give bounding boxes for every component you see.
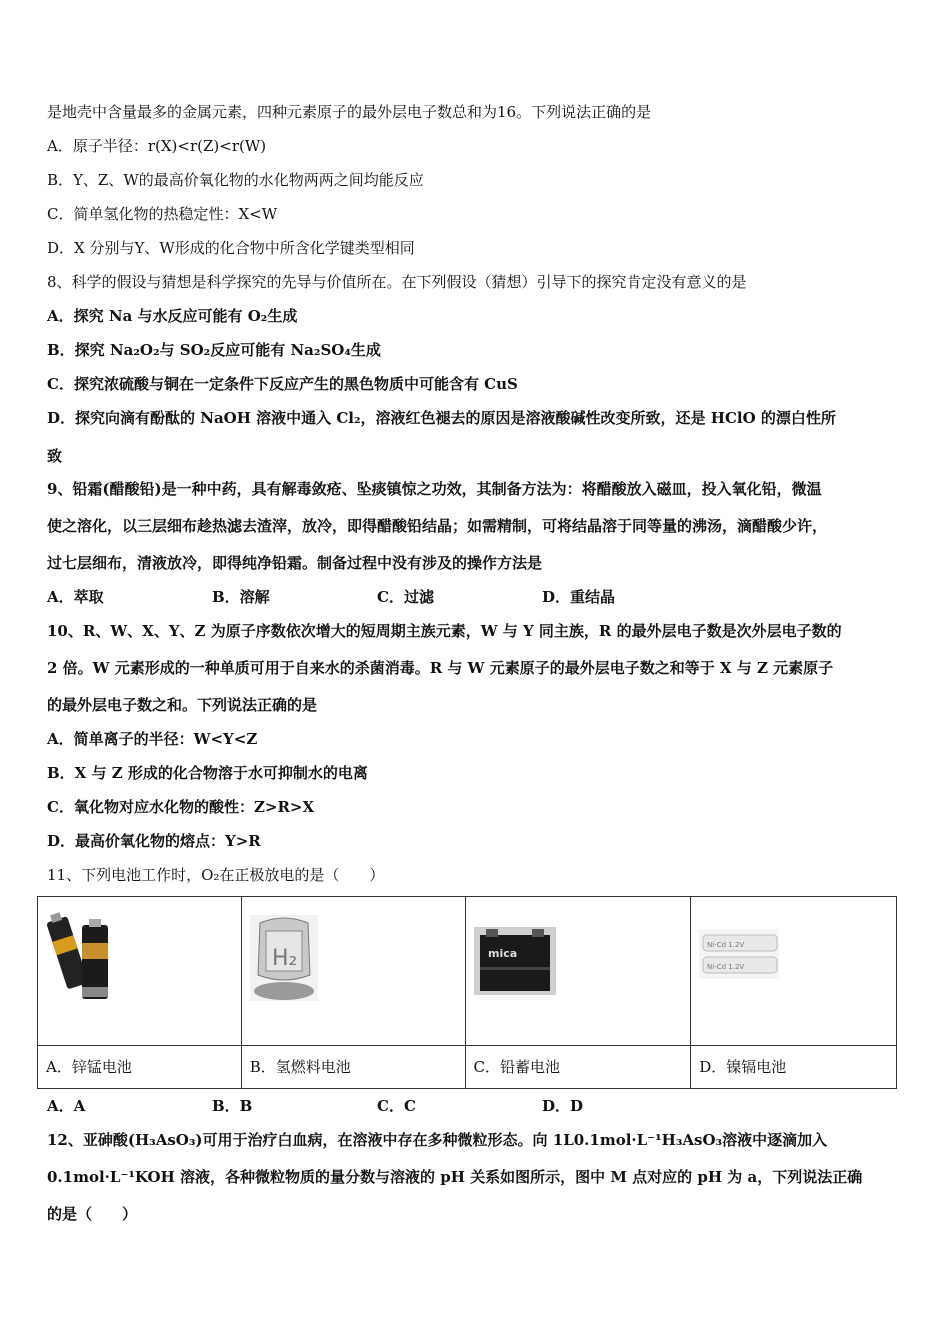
battery-table [37,896,897,1089]
q7-option-c: C．简单氢化物的热稳定性：X<W [47,205,278,223]
q11-option-b: B．B [212,1097,253,1115]
battery-cell-a [38,897,242,1046]
q7-option-a: A．原子半径：r(X)<r(Z)<r(W) [47,137,267,155]
battery-caption-cell-a [38,1046,242,1089]
q12-stem-line1: 12、亚砷酸(H₃AsO₃)可用于治疗白血病，在溶液中存在多种微粒形态。向 1L0.1mol·L⁻¹H₃AsO₃溶液中逐滴加入 [47,1131,828,1149]
q10-option-a: A．简单离子的半径：W<Y<Z [47,730,258,748]
q9-option-b: B．溶解 [212,588,270,606]
battery-caption-d: D．镍镉电池 [699,1058,787,1076]
q11-option-c: C．C [377,1097,416,1115]
q9-option-c: C．过滤 [377,588,434,606]
q9-stem-line3: 过七层细布，清液放冷，即得纯净铅霜。制备过程中没有涉及的操作方法是 [47,554,543,572]
nickel-cadmium-battery-image [699,929,779,979]
q11-stem: 11、下列电池工作时，O₂在正极放电的是（ ） [47,866,385,884]
q10-option-d: D．最高价氧化物的熔点：Y>R [47,832,261,850]
battery-caption-c: C．铅蓄电池 [473,1058,560,1076]
q7-stem-tail: 是地壳中含量最多的金属元素，四种元素原子的最外层电子数总和为16。下列说法正确的是 [47,103,652,121]
q12-stem-line3: 的是（ ） [47,1205,138,1223]
battery-caption-cell-c [465,1046,691,1089]
hydrogen-fuel-cell-image [250,915,318,1001]
q11-option-d: D．D [542,1097,584,1115]
battery-cell-c [465,897,691,1046]
mica-label: mica [487,947,517,960]
q11-option-a: A．A [47,1097,86,1115]
zinc-manganese-battery-image [46,905,116,1001]
q10-option-c: C．氧化物对应水化物的酸性：Z>R>X [47,798,315,816]
q8-option-b: B．探究 Na₂O₂与 SO₂反应可能有 Na₂SO₄生成 [47,341,381,359]
nicd-label-1: Ni-Cd 1.2V [707,941,745,949]
q8-option-d-line2: 致 [47,447,63,465]
battery-caption-a: A．锌锰电池 [46,1058,132,1076]
q10-stem-line1: 10、R、W、X、Y、Z 为原子序数依次增大的短周期主族元素，W 与 Y 同主族，R 的最外层电子数是次外层电子数的 [47,622,842,640]
q8-option-d-line1: D．探究向滴有酚酞的 NaOH 溶液中通入 Cl₂，溶液红色褪去的原因是溶液酸碱性改变所致，还是 HClO 的漂白性所 [47,409,836,427]
battery-cell-d [691,897,897,1046]
h2-label: H₂ [271,946,298,971]
nicd-label-2: Ni-Cd 1.2V [707,963,745,971]
battery-cell-b [241,897,465,1046]
q8-stem: 8、科学的假设与猜想是科学探究的先导与价值所在。在下列假设（猜想）引导下的探究肯定没有意义的是 [47,273,747,291]
battery-caption-b: B．氢燃料电池 [249,1058,351,1076]
q12-stem-line2: 0.1mol·L⁻¹KOH 溶液，各种微粒物质的量分数与溶液的 pH 关系如图所示，图中 M 点对应的 pH 为 a，下列说法正确 [47,1168,863,1186]
lead-acid-battery-image [474,927,556,995]
q9-option-a: A．萃取 [47,588,104,606]
q10-stem-line2: 2 倍。W 元素形成的一种单质可用于自来水的杀菌消毒。R 与 W 元素原子的最外层电子数之和等于 X 与 Z 元素原子 [47,659,834,677]
q9-stem-line2: 使之溶化，以三层细布趁热滤去渣滓，放冷，即得醋酸铅结晶；如需精制，可将结晶溶于同等量的沸汤，滴醋酸少许， [47,517,828,535]
battery-caption-cell-d [691,1046,897,1089]
q7-option-d: D．X 分别与Y、W形成的化合物中所含化学键类型相同 [47,239,415,257]
q10-stem-line3: 的最外层电子数之和。下列说法正确的是 [47,696,318,714]
q7-option-b: B．Y、Z、W的最高价氧化物的水化物两两之间均能反应 [47,171,424,189]
q8-option-c: C．探究浓硫酸与铜在一定条件下反应产生的黑色物质中可能含有 CuS [47,375,518,393]
q9-options [47,587,747,607]
q8-option-a: A．探究 Na 与水反应可能有 O₂生成 [47,307,298,325]
q11-options [47,1096,747,1116]
q9-option-d: D．重结晶 [542,588,616,606]
q9-stem-line1: 9、铅霜(醋酸铅)是一种中药，具有解毒敛疮、坠痰镇惊之功效，其制备方法为：将醋酸放入磁皿，投入氧化铅，微温 [47,480,822,498]
battery-caption-cell-b [241,1046,465,1089]
q10-option-b: B．X 与 Z 形成的化合物溶于水可抑制水的电离 [47,764,368,782]
